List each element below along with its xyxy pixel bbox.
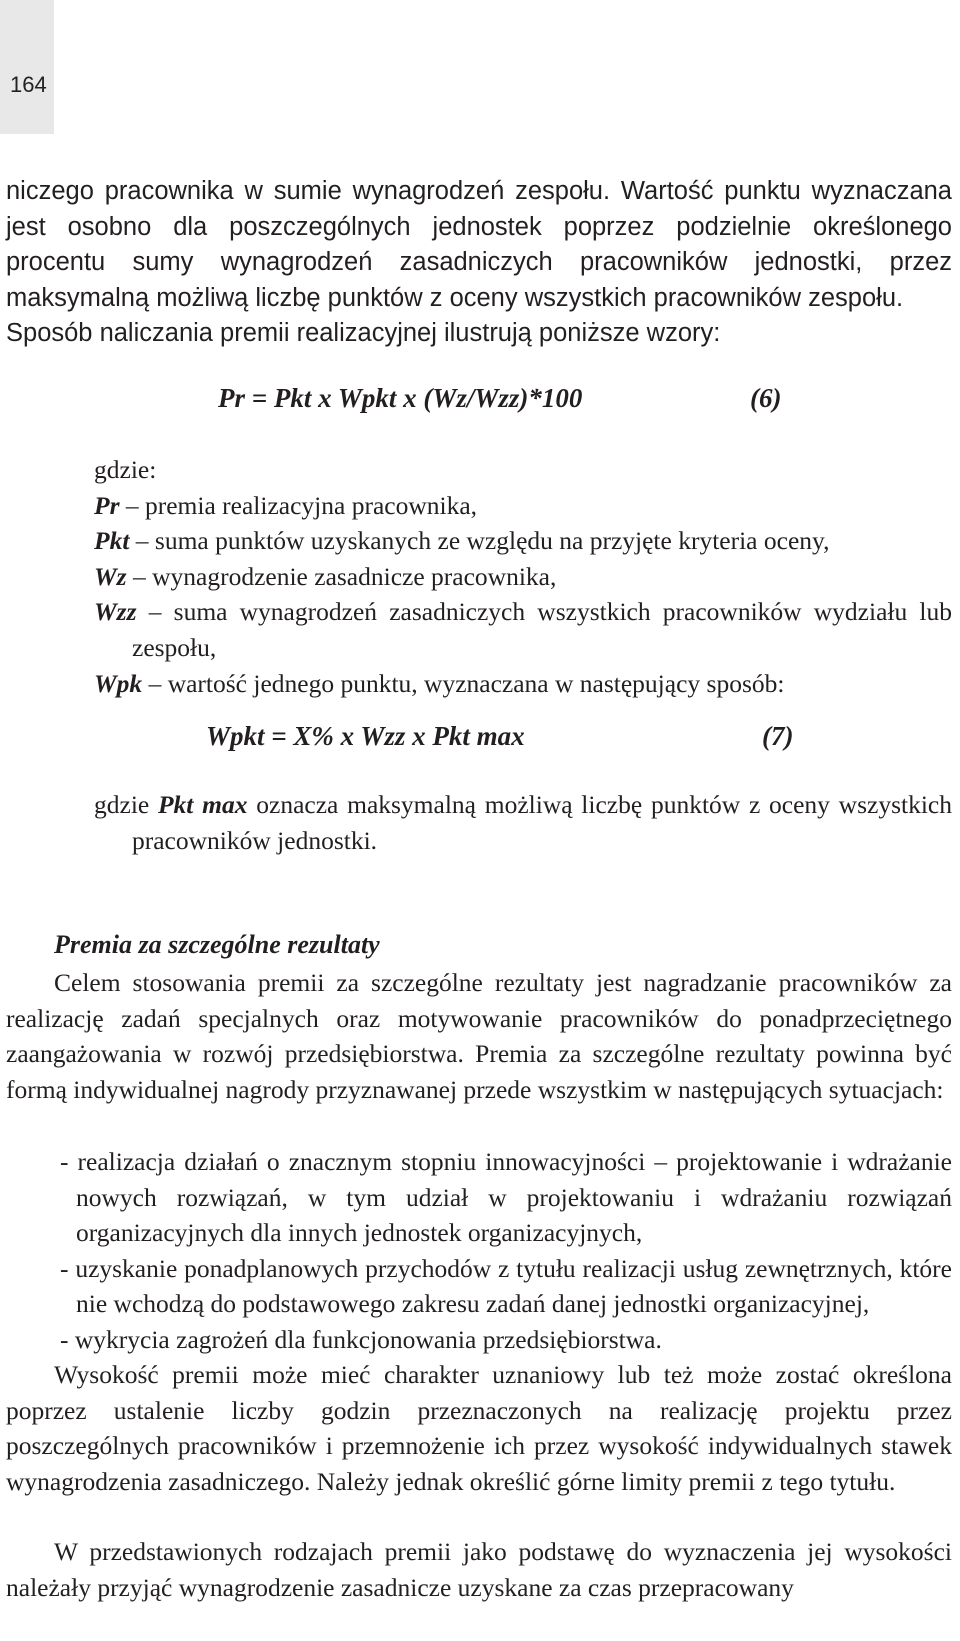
body-paragraph: Wysokość premii może mieć charakter uznaniowy lub też może zostać określona poprzez ustalenie liczby godzin przeznaczonych na realizację projektu przez poszczególnych pracowników i przemnożenie ich przez wysokość indywidualnych stawek wynagrodzenia zasadniczego. Należy jednak określić górne limity premii z tego tytułu. bbox=[6, 1360, 952, 1496]
list-item: - uzyskanie ponadplanowych przychodów z tytułu realizacji usług zewnętrznych, które nie wchodzą do podstawowego zakresu zadań danej jednostki organizacyjnej, bbox=[60, 1253, 952, 1318]
symbol: Wpk bbox=[94, 668, 143, 698]
legend-item bbox=[94, 787, 952, 858]
body-paragraph: Celem stosowania premii za szczególne rezultaty jest nagradzanie pracowników za realizację zadań specjalnych oraz motywowanie pracowników do ponadprzeciętnego zaangażowania w rozwój przedsiębiorstwa. Premia za szczególne rezultaty powinna być formą indywidualnej nagrody przyznawanej przede wszystkim w następujących sytuacjach: bbox=[6, 968, 952, 1104]
section-heading: Premia za szczególne rezultaty bbox=[54, 930, 380, 959]
symbol-description: oznacza maksymalną możliwą liczbę punktów z oceny wszystkich pracowników jednostki. bbox=[132, 790, 952, 855]
body-paragraph: W przedstawionych rodzajach premii jako podstawę do wyznaczenia jej wysokości należały przyjąć wynagrodzenie zasadnicze uzyskane za czas przepracowany bbox=[6, 1537, 952, 1602]
symbol-description: – wartość jednego punktu, wyznaczana w następujący sposób: bbox=[142, 668, 785, 698]
formula-6-legend bbox=[94, 452, 952, 701]
symbol: Wzz bbox=[94, 597, 137, 627]
formula-6: Pr = Pkt x Wpkt x (Wz/Wzz)*100 bbox=[218, 383, 583, 413]
legend-item bbox=[94, 488, 952, 524]
list-item: - realizacja działań o znacznym stopniu innowacyjności – projektowanie i wdrażanie nowych rozwiązań, w tym udział w projektowaniu i wdrażaniu rozwiązań organizacyjnych dla innych jednostek organizacyjnych, bbox=[60, 1147, 952, 1247]
formula-7-legend bbox=[94, 787, 952, 858]
symbol: Pkt max bbox=[157, 790, 248, 819]
formula-6-number: (6) bbox=[750, 383, 782, 413]
symbol: Wz bbox=[94, 561, 127, 591]
symbol: Pr bbox=[94, 490, 120, 520]
formula-7-number: (7) bbox=[762, 721, 794, 751]
where-label: gdzie: bbox=[94, 455, 157, 484]
page-number: 164 bbox=[10, 72, 47, 97]
symbol-description: – suma punktów uzyskanych ze względu na przyjęte kryteria oceny, bbox=[129, 526, 830, 556]
symbol-description: – premia realizacyjna pracownika, bbox=[119, 490, 478, 520]
intro-formula-lead: Sposób naliczania premii realizacyjnej ilustrują poniższe wzory: bbox=[6, 319, 721, 347]
symbol-description: – wynagrodzenie zasadnicze pracownika, bbox=[126, 561, 557, 591]
symbol-description: – suma wynagrodzeń zasadniczych wszystkich pracowników wydziału lub zespołu, bbox=[132, 597, 952, 662]
legend-item bbox=[94, 523, 952, 559]
page-number-tab bbox=[0, 0, 54, 134]
bullet-list bbox=[60, 1144, 952, 1357]
legend-item bbox=[94, 666, 952, 702]
list-item: - wykrycia zagrożeń dla funkcjonowania przedsiębiorstwa. bbox=[60, 1324, 662, 1354]
legend-item bbox=[94, 594, 952, 665]
where-prefix: gdzie bbox=[94, 790, 158, 819]
symbol: Pkt bbox=[94, 526, 130, 556]
formula-7: Wpkt = X% x Wzz x Pkt max bbox=[206, 721, 525, 751]
legend-item bbox=[94, 559, 952, 595]
intro-paragraph: niczego pracownika w sumie wynagrodzeń zespołu. Wartość punktu wyznaczana jest osobno dla poszczególnych jednostek poprzez podzielnie określonego procentu sumy wynagrodzeń zasadniczych pracowników jednostki, przez maksymalną możliwą liczbę punktów z oceny wszystkich pracowników zespołu. bbox=[6, 177, 952, 312]
